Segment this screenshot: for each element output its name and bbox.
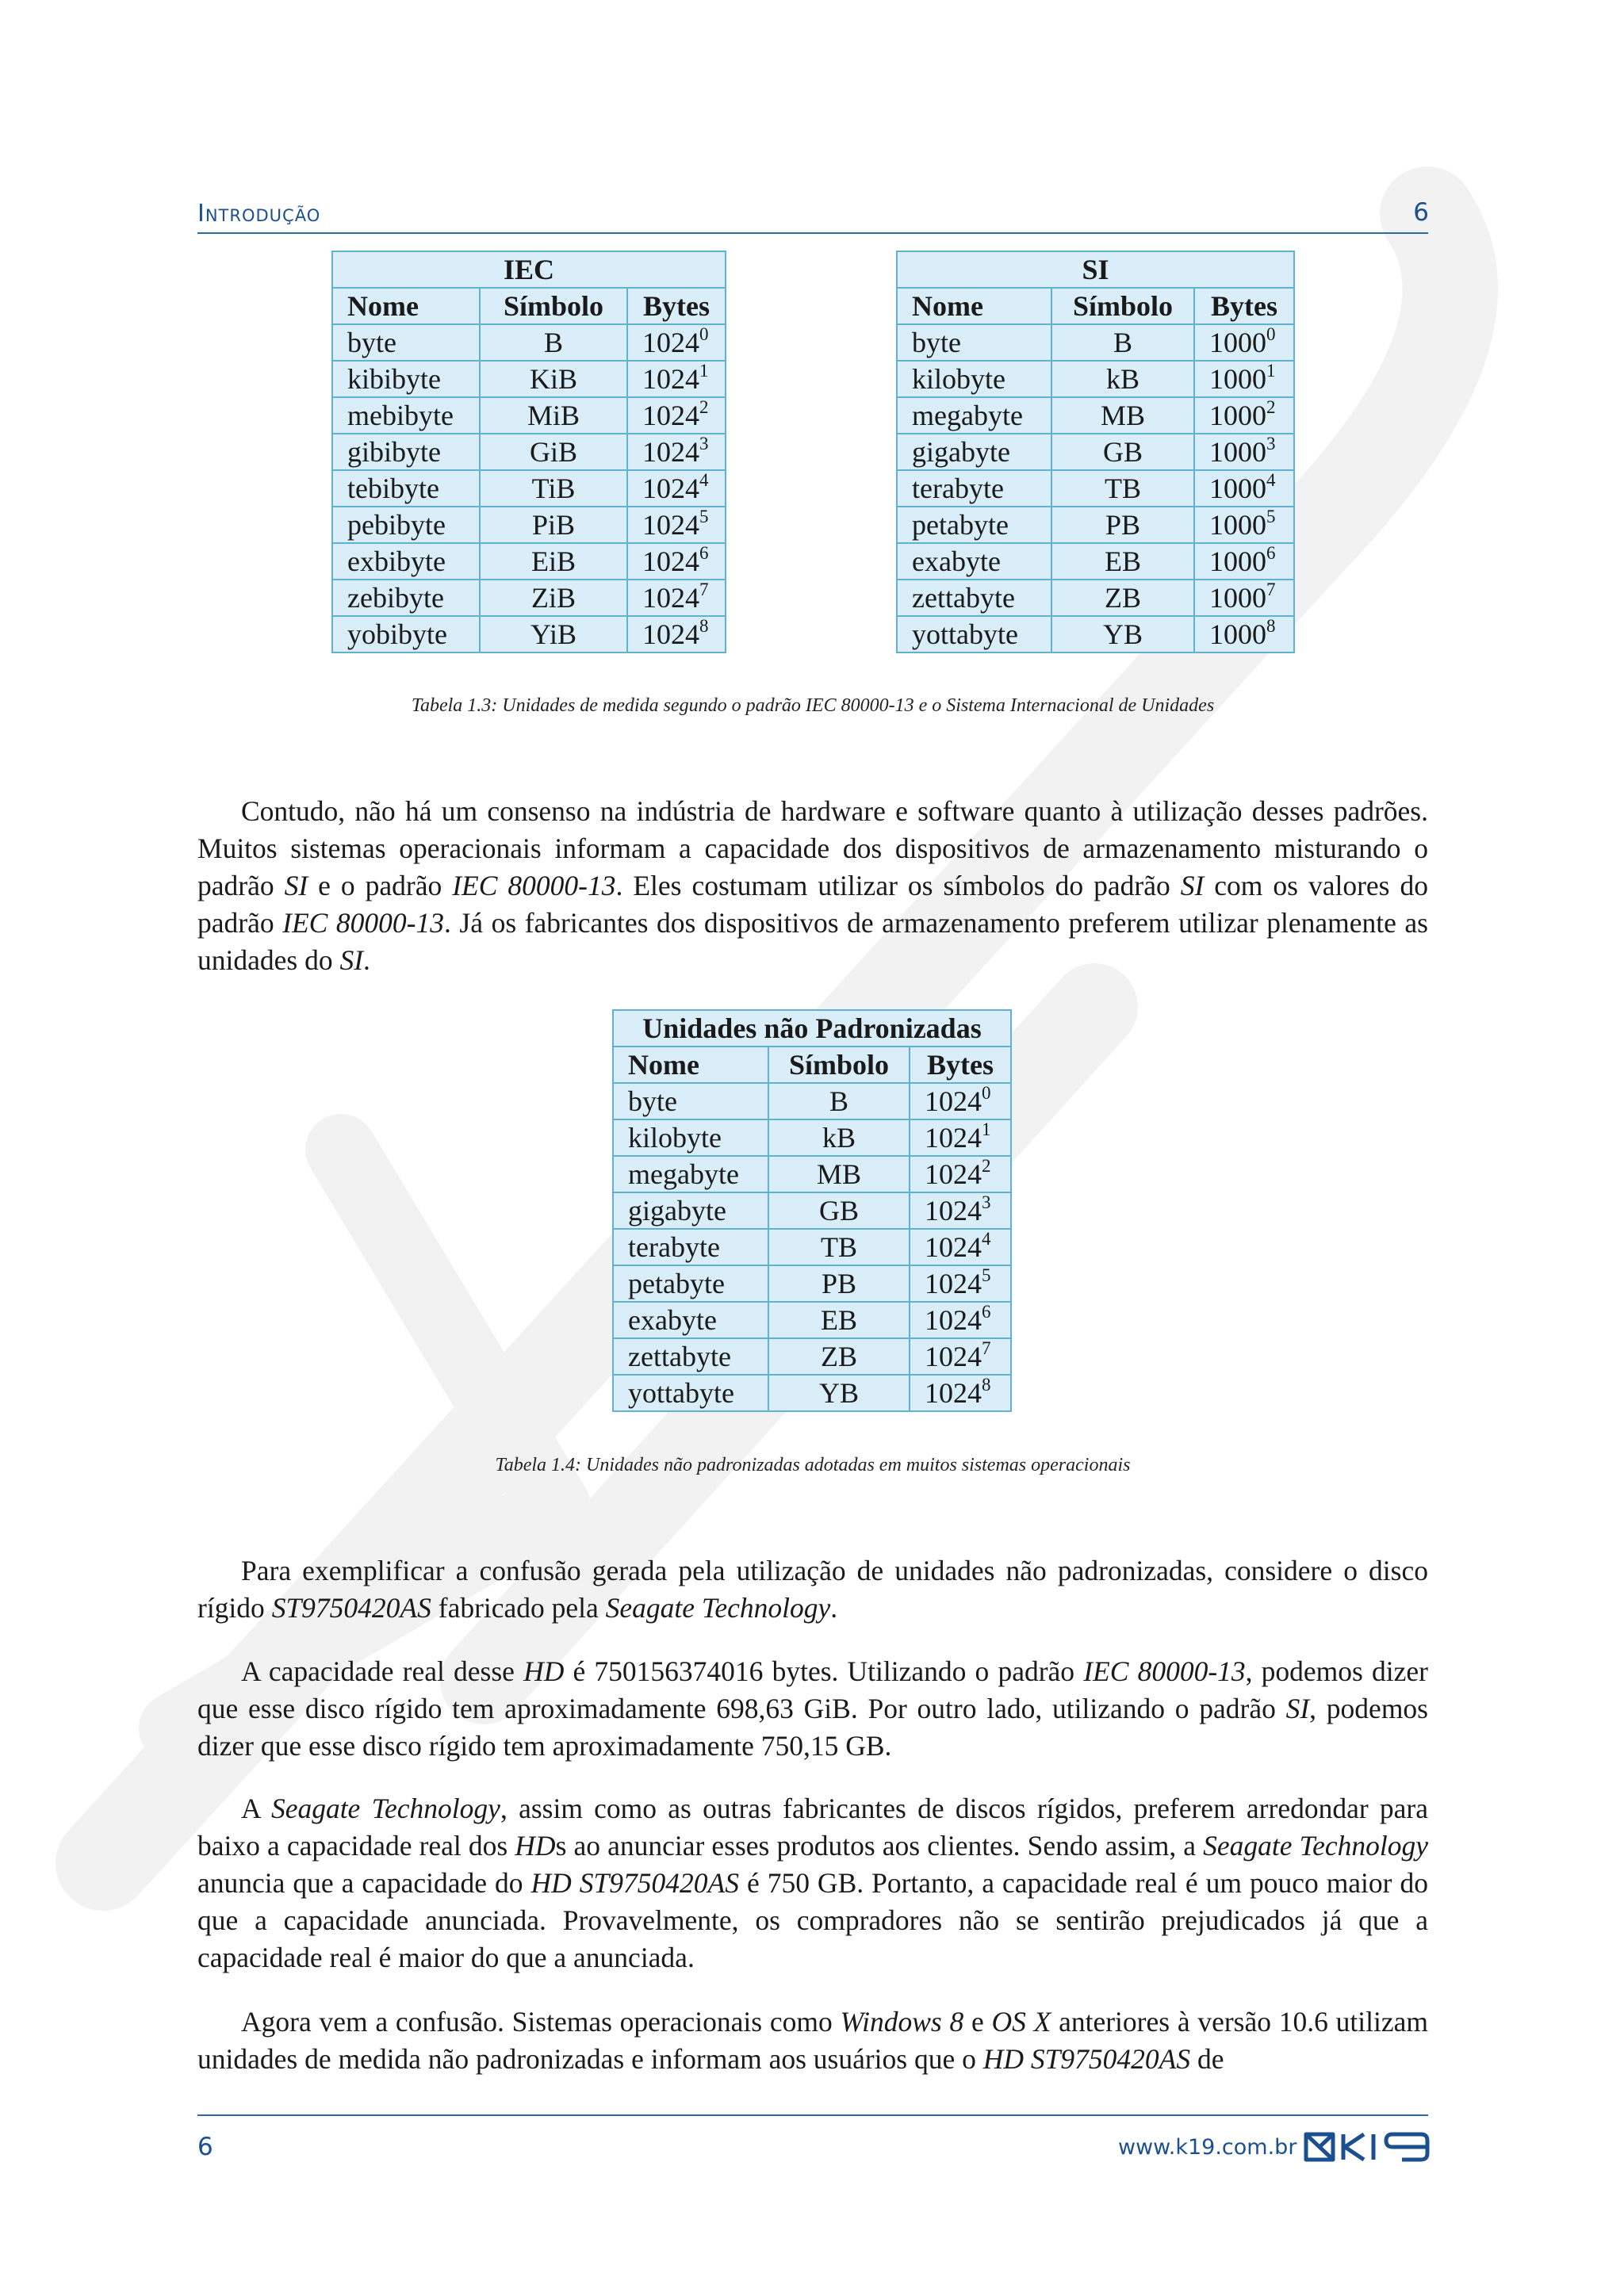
table-row xyxy=(332,580,726,616)
unit-name-cell: petabyte xyxy=(897,507,1051,543)
unit-name-cell: pebibyte xyxy=(332,507,480,543)
unit-symbol-cell: YiB xyxy=(480,616,627,652)
unit-bytes-cell xyxy=(1194,507,1294,543)
bytes-exponent: 8 xyxy=(699,616,709,636)
bytes-base: 1024 xyxy=(925,1158,982,1190)
body-paragraph: Agora vem a confusão. Sistemas operacionais como Windows 8 e OS X anteriores à versão 10.6 utilizam unidades de medida não padronizadas e informam aos usuários que o HD ST9750420AS de xyxy=(197,2006,1428,2075)
unit-name-cell: byte xyxy=(897,324,1051,361)
bytes-base: 1024 xyxy=(642,509,699,541)
bytes-base: 1000 xyxy=(1209,400,1266,431)
unit-name-cell: mebibyte xyxy=(332,397,480,434)
table-row xyxy=(897,470,1294,507)
bytes-exponent: 7 xyxy=(699,580,709,599)
bytes-base: 1024 xyxy=(925,1304,982,1336)
unit-bytes-cell xyxy=(627,470,726,507)
unit-name-cell: terabyte xyxy=(897,470,1051,507)
unit-bytes-cell xyxy=(910,1265,1011,1302)
bytes-exponent: 3 xyxy=(699,434,709,453)
bytes-exponent: 7 xyxy=(1266,580,1276,599)
unit-bytes-cell xyxy=(1194,397,1294,434)
bytes-base: 1000 xyxy=(1209,473,1266,504)
column-header-name: Nome xyxy=(897,288,1051,324)
table-title: Unidades não Padronizadas xyxy=(613,1010,1011,1047)
table-row xyxy=(332,434,726,470)
nonstandard-units-table xyxy=(612,1009,1012,1412)
bytes-base: 1024 xyxy=(642,545,699,577)
bytes-exponent: 6 xyxy=(699,543,709,563)
bytes-exponent: 5 xyxy=(1266,507,1276,526)
bytes-base: 1024 xyxy=(642,436,699,468)
bytes-exponent: 1 xyxy=(982,1119,991,1139)
bytes-exponent: 5 xyxy=(982,1265,991,1285)
table-row xyxy=(897,580,1294,616)
unit-symbol-cell: EB xyxy=(768,1302,910,1338)
bytes-base: 1000 xyxy=(1209,582,1266,614)
bytes-base: 1000 xyxy=(1209,509,1266,541)
unit-name-cell: byte xyxy=(613,1083,768,1119)
unit-bytes-cell xyxy=(910,1229,1011,1265)
bytes-exponent: 2 xyxy=(1266,397,1276,417)
k19-logo xyxy=(1304,2130,1431,2164)
table-row xyxy=(332,507,726,543)
table-row xyxy=(332,616,726,652)
unit-symbol-cell: GiB xyxy=(480,434,627,470)
unit-symbol-cell: YB xyxy=(1051,616,1194,652)
bytes-base: 1024 xyxy=(925,1377,982,1409)
bytes-base: 1024 xyxy=(642,327,699,358)
bytes-exponent: 0 xyxy=(1266,324,1276,344)
column-header-symbol: Símbolo xyxy=(768,1047,910,1083)
bytes-exponent: 1 xyxy=(1266,361,1276,381)
header-page-number: 6 xyxy=(1413,198,1429,227)
footer-rule xyxy=(197,2114,1428,2116)
table-row xyxy=(897,543,1294,580)
bytes-exponent: 2 xyxy=(699,397,709,417)
unit-name-cell: gigabyte xyxy=(897,434,1051,470)
column-header-symbol: Símbolo xyxy=(480,288,627,324)
unit-bytes-cell xyxy=(627,324,726,361)
column-header-bytes: Bytes xyxy=(627,288,726,324)
unit-bytes-cell xyxy=(627,616,726,652)
bytes-base: 1000 xyxy=(1209,545,1266,577)
unit-bytes-cell xyxy=(1194,361,1294,397)
unit-name-cell: tebibyte xyxy=(332,470,480,507)
table-title: IEC xyxy=(332,251,726,288)
bytes-base: 1024 xyxy=(642,363,699,395)
table-row xyxy=(613,1083,1011,1119)
bytes-base: 1024 xyxy=(642,473,699,504)
unit-symbol-cell: PB xyxy=(768,1265,910,1302)
header-rule xyxy=(197,232,1428,234)
unit-symbol-cell: ZB xyxy=(1051,580,1194,616)
table-row xyxy=(613,1229,1011,1265)
unit-name-cell: kibibyte xyxy=(332,361,480,397)
unit-bytes-cell xyxy=(910,1119,1011,1156)
column-header-bytes: Bytes xyxy=(1194,288,1294,324)
unit-symbol-cell: TB xyxy=(1051,470,1194,507)
bytes-base: 1024 xyxy=(925,1122,982,1154)
table-row xyxy=(332,397,726,434)
table-row xyxy=(613,1302,1011,1338)
table-row xyxy=(613,1375,1011,1411)
unit-bytes-cell xyxy=(627,361,726,397)
footer-url-link[interactable]: www.k19.com.br xyxy=(1118,2135,1297,2160)
bytes-base: 1000 xyxy=(1209,327,1266,358)
unit-symbol-cell: B xyxy=(480,324,627,361)
unit-name-cell: byte xyxy=(332,324,480,361)
unit-name-cell: exbibyte xyxy=(332,543,480,580)
footer-page-number: 6 xyxy=(197,2133,213,2161)
table-row xyxy=(897,397,1294,434)
column-header-symbol: Símbolo xyxy=(1051,288,1194,324)
si-units-table xyxy=(896,251,1295,653)
unit-bytes-cell xyxy=(910,1338,1011,1375)
unit-bytes-cell xyxy=(627,397,726,434)
bytes-exponent: 4 xyxy=(1266,470,1276,490)
unit-symbol-cell: ZB xyxy=(768,1338,910,1375)
table-caption: Tabela 1.3: Unidades de medida segundo o padrão IEC 80000-13 e o Sistema Internacional de Unidades xyxy=(411,695,1215,716)
unit-bytes-cell xyxy=(627,434,726,470)
bytes-base: 1000 xyxy=(1209,618,1266,650)
table-row xyxy=(613,1192,1011,1229)
unit-symbol-cell: MB xyxy=(768,1156,910,1192)
unit-bytes-cell xyxy=(910,1375,1011,1411)
bytes-base: 1000 xyxy=(1209,363,1266,395)
chapter-header: Introdução xyxy=(197,200,321,228)
bytes-exponent: 5 xyxy=(699,507,709,526)
unit-name-cell: gigabyte xyxy=(613,1192,768,1229)
unit-symbol-cell: TB xyxy=(768,1229,910,1265)
bytes-exponent: 0 xyxy=(699,324,709,344)
unit-bytes-cell xyxy=(1194,543,1294,580)
unit-bytes-cell xyxy=(910,1156,1011,1192)
table-row xyxy=(897,507,1294,543)
unit-bytes-cell xyxy=(1194,434,1294,470)
unit-name-cell: exabyte xyxy=(897,543,1051,580)
unit-bytes-cell xyxy=(627,543,726,580)
bytes-base: 1024 xyxy=(925,1231,982,1263)
table-row xyxy=(332,324,726,361)
table-caption: Tabela 1.4: Unidades não padronizadas adotadas em muitos sistemas operacionais xyxy=(495,1455,1131,1475)
unit-symbol-cell: PB xyxy=(1051,507,1194,543)
table-row xyxy=(332,470,726,507)
bytes-exponent: 2 xyxy=(982,1156,991,1176)
bytes-exponent: 8 xyxy=(982,1375,991,1395)
table-title: SI xyxy=(897,251,1294,288)
unit-name-cell: terabyte xyxy=(613,1229,768,1265)
unit-symbol-cell: GB xyxy=(768,1192,910,1229)
column-header-name: Nome xyxy=(613,1047,768,1083)
unit-name-cell: kilobyte xyxy=(897,361,1051,397)
table-row xyxy=(897,361,1294,397)
bytes-base: 1024 xyxy=(925,1195,982,1226)
unit-symbol-cell: PiB xyxy=(480,507,627,543)
bytes-base: 1024 xyxy=(642,618,699,650)
bytes-base: 1024 xyxy=(925,1268,982,1299)
unit-symbol-cell: kB xyxy=(768,1119,910,1156)
unit-symbol-cell: YB xyxy=(768,1375,910,1411)
bytes-exponent: 6 xyxy=(982,1302,991,1322)
table-row xyxy=(897,324,1294,361)
column-header-name: Nome xyxy=(332,288,480,324)
bytes-base: 1024 xyxy=(925,1085,982,1117)
unit-symbol-cell: EB xyxy=(1051,543,1194,580)
unit-name-cell: gibibyte xyxy=(332,434,480,470)
unit-name-cell: zettabyte xyxy=(897,580,1051,616)
bytes-exponent: 1 xyxy=(699,361,709,381)
bytes-exponent: 6 xyxy=(1266,543,1276,563)
unit-name-cell: megabyte xyxy=(897,397,1051,434)
unit-symbol-cell: GB xyxy=(1051,434,1194,470)
body-paragraph: A capacidade real desse HD é 750156374016 bytes. Utilizando o padrão IEC 80000-13, podemos dizer que esse disco rígido tem aproximadamente 698,63 GiB. Por outro lado, utilizando o padrão SI, podemos dizer que esse disco rígido tem aproximadamente 750,15 GB. xyxy=(197,1655,1428,1762)
unit-symbol-cell: ZiB xyxy=(480,580,627,616)
table-row xyxy=(613,1156,1011,1192)
unit-name-cell: zebibyte xyxy=(332,580,480,616)
unit-bytes-cell xyxy=(910,1192,1011,1229)
unit-symbol-cell: EiB xyxy=(480,543,627,580)
body-paragraph: Para exemplificar a confusão gerada pela utilização de unidades não padronizadas, considere o disco rígido ST9750420AS fabricado pela Seagate Technology. xyxy=(197,1555,1428,1624)
bytes-base: 1024 xyxy=(642,400,699,431)
table-row xyxy=(613,1338,1011,1375)
unit-bytes-cell xyxy=(627,507,726,543)
unit-name-cell: yobibyte xyxy=(332,616,480,652)
unit-name-cell: megabyte xyxy=(613,1156,768,1192)
unit-symbol-cell: B xyxy=(768,1083,910,1119)
unit-name-cell: zettabyte xyxy=(613,1338,768,1375)
iec-units-table xyxy=(331,251,726,653)
column-header-bytes: Bytes xyxy=(910,1047,1011,1083)
unit-bytes-cell xyxy=(1194,580,1294,616)
table-row xyxy=(613,1265,1011,1302)
unit-bytes-cell xyxy=(1194,324,1294,361)
bytes-base: 1024 xyxy=(642,582,699,614)
unit-symbol-cell: kB xyxy=(1051,361,1194,397)
bytes-exponent: 8 xyxy=(1266,616,1276,636)
unit-symbol-cell: B xyxy=(1051,324,1194,361)
table-row xyxy=(613,1119,1011,1156)
unit-bytes-cell xyxy=(910,1302,1011,1338)
bytes-exponent: 3 xyxy=(1266,434,1276,453)
unit-bytes-cell xyxy=(1194,616,1294,652)
table-row xyxy=(332,361,726,397)
bytes-exponent: 0 xyxy=(982,1083,991,1103)
unit-symbol-cell: MiB xyxy=(480,397,627,434)
bytes-exponent: 4 xyxy=(699,470,709,490)
unit-bytes-cell xyxy=(627,580,726,616)
unit-name-cell: kilobyte xyxy=(613,1119,768,1156)
table-row xyxy=(332,543,726,580)
unit-symbol-cell: KiB xyxy=(480,361,627,397)
bytes-base: 1024 xyxy=(925,1341,982,1372)
bytes-base: 1000 xyxy=(1209,436,1266,468)
bytes-exponent: 7 xyxy=(982,1338,991,1358)
unit-bytes-cell xyxy=(910,1083,1011,1119)
unit-symbol-cell: TiB xyxy=(480,470,627,507)
unit-symbol-cell: MB xyxy=(1051,397,1194,434)
bytes-exponent: 4 xyxy=(982,1229,991,1249)
unit-name-cell: exabyte xyxy=(613,1302,768,1338)
unit-name-cell: yottabyte xyxy=(613,1375,768,1411)
table-row xyxy=(897,434,1294,470)
unit-name-cell: petabyte xyxy=(613,1265,768,1302)
unit-bytes-cell xyxy=(1194,470,1294,507)
unit-name-cell: yottabyte xyxy=(897,616,1051,652)
body-paragraph: A Seagate Technology, assim como as outras fabricantes de discos rígidos, preferem arredondar para baixo a capacidade real dos HDs ao anunciar esses produtos aos clientes. Sendo assim, a Seagate Technology anuncia que a capacidade do HD ST9750420AS é 750 GB. Portanto, a capacidade real é um pouco maior do que a capacidade anunciada. Provavelmente, os compradores não se sentirão prejudicados já que a capacidade real é maior do que a anunciada. xyxy=(197,1793,1428,1973)
table-row xyxy=(897,616,1294,652)
body-paragraph: Contudo, não há um consenso na indústria de hardware e software quanto à utilização desses padrões. Muitos sistemas operacionais informam a capacidade dos dispositivos de armazenamento misturando o padrão SI e o padrão IEC 80000-13. Eles costumam utilizar os símbolos do padrão SI com os valores do padrão IEC 80000-13. Já os fabricantes dos dispositivos de armazenamento preferem utilizar plenamente as unidades do SI. xyxy=(197,795,1428,976)
bytes-exponent: 3 xyxy=(982,1192,991,1212)
